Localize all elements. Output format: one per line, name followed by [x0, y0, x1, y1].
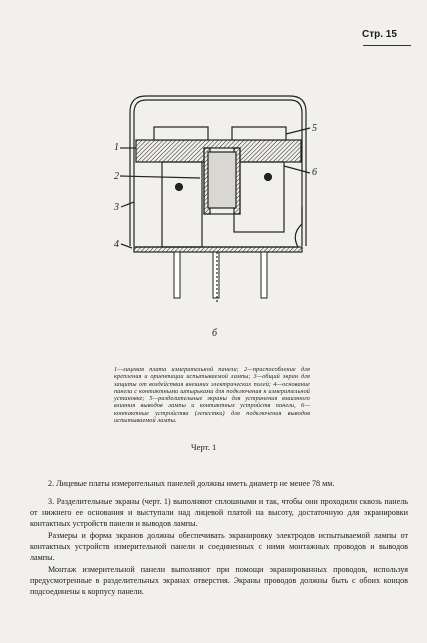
paragraph-mounting: Монтаж измерительной панели выполняют при помощи экранированных проводов, используя предусмотренные в разделительных экранах отверстия. Экраны проводов должны быть с обоих концов подсоединены к корпусу панели.	[30, 565, 408, 597]
page-number: Стр. 15	[362, 29, 397, 40]
figure-title: Черт. 1	[191, 442, 217, 452]
paragraph-2: 2. Лицевые платы измерительных панелей должны иметь диаметр не менее 78 мм.	[48, 479, 335, 488]
lamp-holder	[208, 152, 236, 208]
label-б: б	[212, 328, 218, 339]
label-6: 6	[312, 167, 317, 178]
label-3: 3	[114, 202, 119, 213]
paragraph-3: 3. Разделительные экраны (черт. 1) выполняют сплошными и так, чтобы они проходили сквозь панель от нижнего ее основания и выступали над лицевой платой на высоту, достаточную для экранировки контактных устройств панели и выводов лампы.	[30, 497, 408, 529]
paragraph-screen-size: Размеры и форма экранов должны обеспечивать экранировку электродов испытываемой лампы от контактных устройств измерительной панели и соединенных с ними монтажных проводов и выводов лампы.	[30, 531, 408, 563]
figure-drawing	[96, 84, 334, 346]
figure-caption: 1—лицевая плата измерительной панели; 2—приспособление для крепления и ориентации испытываемой лампы; 3—общий экран для защиты от воздействия внешних электрических полей; 4—основание панели с контактными штырьками для подключения к измерительной установке; 5—разделительные экраны для устранения взаимного влияния выводов лампы и контактных устройств панели, 6—контактные устройства (лепестки) для подключения выводов испытываемой лампы.	[114, 366, 310, 424]
label-2: 2	[114, 171, 119, 182]
label-1: 1	[114, 142, 119, 153]
label-5: 5	[312, 123, 317, 134]
header-rule	[363, 45, 411, 46]
panel-base	[134, 247, 302, 252]
panel-drawing	[96, 84, 334, 346]
label-4: 4	[114, 239, 119, 250]
main-text	[30, 478, 408, 598]
